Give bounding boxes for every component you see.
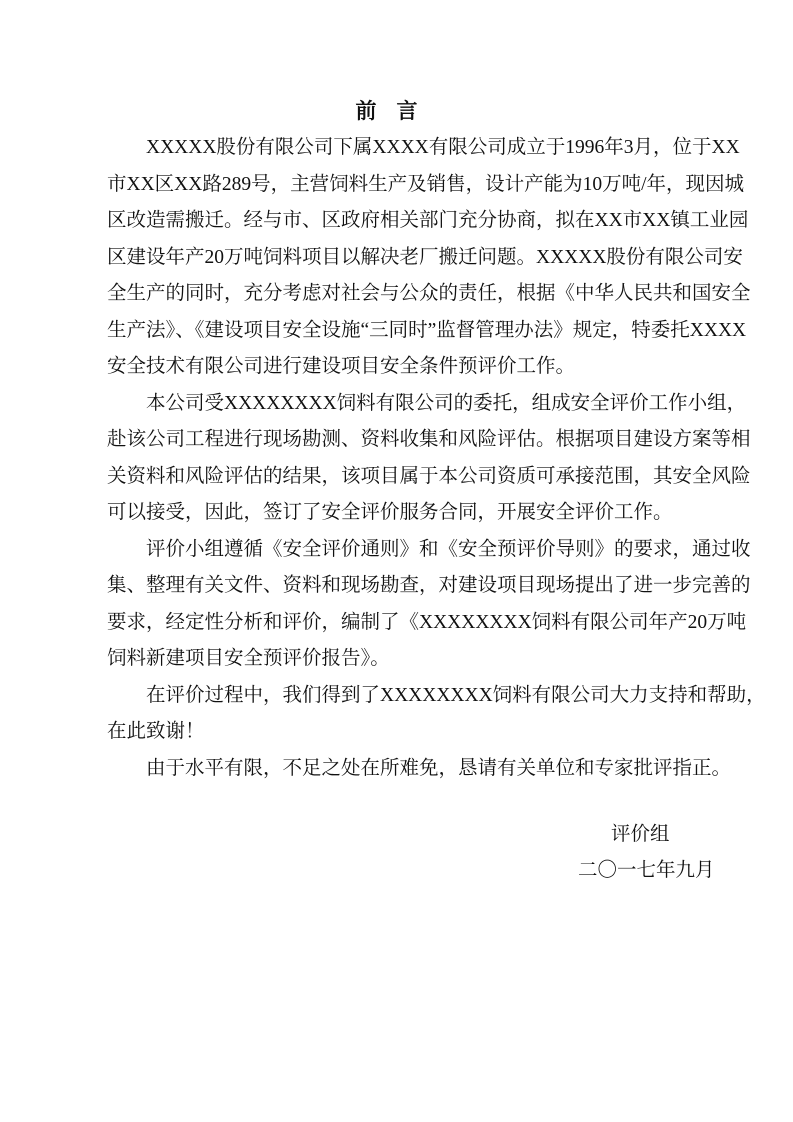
paragraph-line: 集、整理有关文件、资料和现场勘查，对建设项目现场提出了进一步完善的 <box>107 575 751 596</box>
paragraph-line: 由于水平有限，不足之处在所难免，恳请有关单位和专家批评指正。 <box>146 757 732 779</box>
paragraph <box>107 678 766 751</box>
paragraph-line: 在评价过程中，我们得到了XXXXXXXX饲料有限公司大力支持和帮助， <box>146 684 766 706</box>
paragraph-line: 关资料和风险评估的结果，该项目属于本公司资质可承接范围，其安全风险 <box>107 465 751 487</box>
paragraph <box>107 532 751 678</box>
paragraph-line: 区建设年产20万吨饲料项目以解决老厂搬迁问题。XXXXX股份有限公司安 <box>107 246 743 268</box>
paragraph-line: 全生产的同时，充分考虑对社会与公众的责任，根据《中华人民共和国安全 <box>107 283 751 304</box>
paragraph-line: 在此致谢！ <box>107 721 205 742</box>
paragraph-line: 评价小组遵循《安全评价通则》和《安全预评价导则》的要求，通过收 <box>146 538 751 560</box>
paragraph <box>107 386 751 532</box>
paragraph-line: 饲料新建项目安全预评价报告》。 <box>107 648 390 669</box>
signature-org: 评价组 <box>611 824 670 845</box>
signature-date: 二〇一七年九月 <box>578 860 715 881</box>
paragraph-line: 市XX区XX路289号，主营饲料生产及销售，设计产能为10万吨/年，现因城 <box>107 173 744 195</box>
paragraph <box>107 751 732 788</box>
page-title: 前言 <box>355 99 438 123</box>
paragraph-line: 本公司受XXXXXXXX饲料有限公司的委托，组成安全评价工作小组， <box>146 392 747 414</box>
paragraph-line: 安全技术有限公司进行建设项目安全条件预评价工作。 <box>107 356 576 377</box>
document-body <box>107 130 766 787</box>
paragraph-line: 赴该公司工程进行现场勘测、资料收集和风险评估。根据项目建设方案等相 <box>107 429 751 450</box>
paragraph-line: 生产法》、《建设项目安全设施“三同时”监督管理办法》规定，特委托XXXX <box>107 319 747 341</box>
paragraph-line: 区改造需搬迁。经与市、区政府相关部门充分协商，拟在XX市XX镇工业园 <box>107 210 749 231</box>
paragraph-line: 可以接受，因此，签订了安全评价服务合同，开展安全评价工作。 <box>107 502 673 523</box>
paragraph-line: XXXXX股份有限公司下属XXXX有限公司成立于1996年3月，位于XX <box>146 137 740 158</box>
paragraph-line: 要求，经定性分析和评价，编制了《XXXXXXXX饲料有限公司年产20万吨 <box>107 611 747 633</box>
paragraph <box>107 130 751 386</box>
